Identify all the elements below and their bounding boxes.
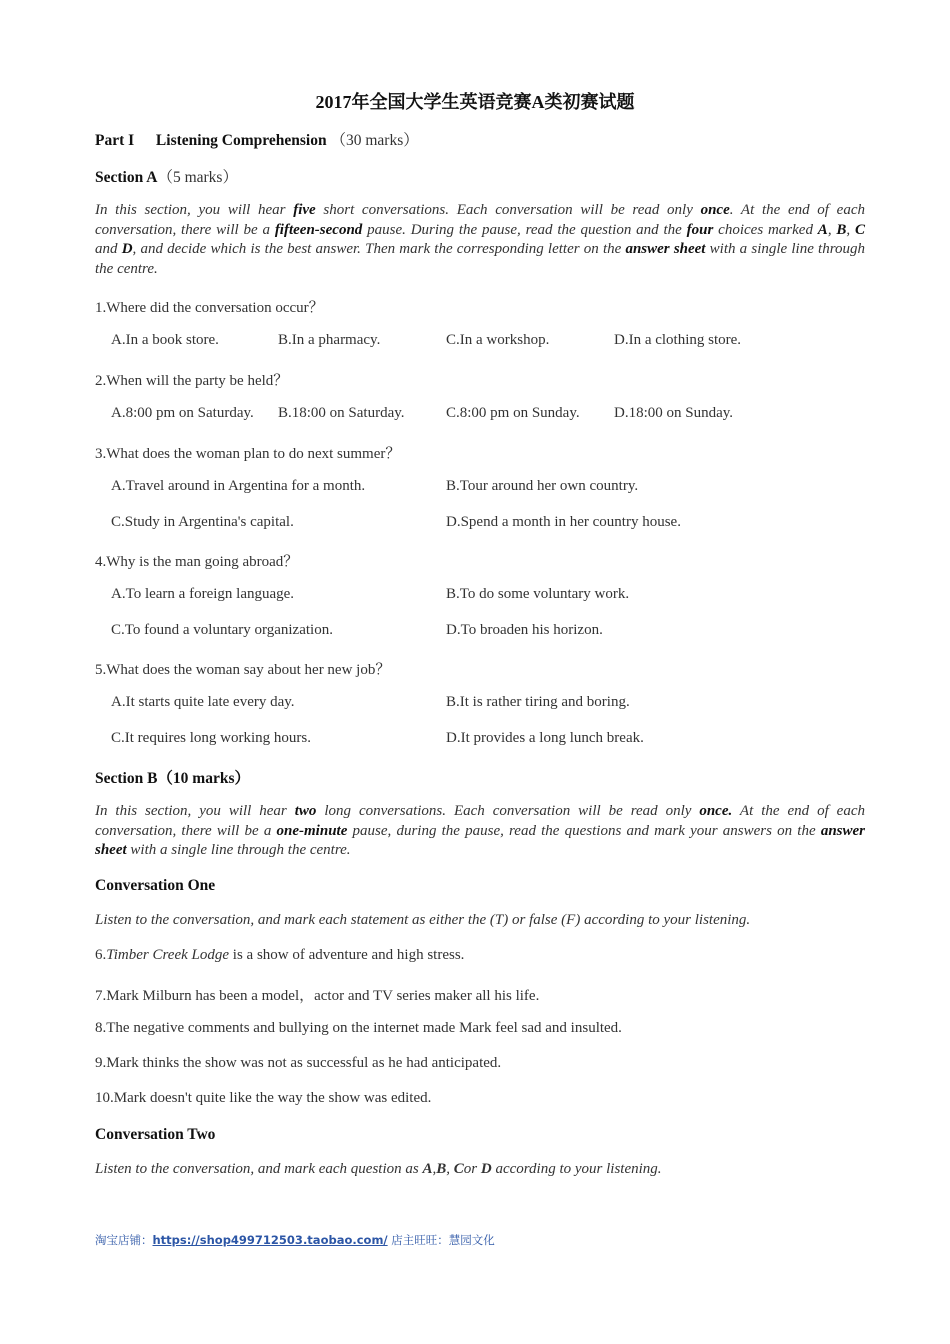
part-name: Listening Comprehension xyxy=(155,132,327,149)
conversation-one-heading: Conversation One xyxy=(95,877,216,894)
statement-6: 6.Timber Creek Lodge is a show of adventure and high stress. xyxy=(95,947,465,963)
q2-option-b[interactable]: B.18:00 on Saturday. xyxy=(278,405,405,421)
part-label: Part I xyxy=(95,132,135,149)
question-2: 2.When will the party be held？ xyxy=(95,373,289,389)
q1-option-d[interactable]: D.In a clothing store. xyxy=(614,332,742,348)
q5-option-b[interactable]: B.It is rather tiring and boring. xyxy=(446,694,630,710)
footer-suffix: 店主旺旺：慧园文化 xyxy=(387,1233,495,1247)
q2-option-d[interactable]: D.18:00 on Sunday. xyxy=(614,405,734,421)
q1-option-b[interactable]: B.In a pharmacy. xyxy=(278,332,381,348)
question-5: 5.What does the woman say about her new job？ xyxy=(95,662,391,678)
shop-link[interactable]: https://shop499712503.taobao.com/ xyxy=(152,1233,388,1247)
section-b-instructions: In this section, you will hear two long conversations. Each conversation will be read only once. At the end of each conversation, there will be a one-minute pause, during the pause, read the questions and mark your answers on the answer sheet with a single line through the centre. xyxy=(95,803,865,858)
footer-prefix: 淘宝店铺： xyxy=(95,1233,153,1247)
section-a-label: Section A xyxy=(95,169,158,186)
q1-option-c[interactable]: C.In a workshop. xyxy=(446,332,550,348)
section-b-heading: Section B（10 marks） xyxy=(95,770,251,787)
section-a-instructions: In this section, you will hear five short conversations. Each conversation will be read only once. At the end of each conversation, there will be a fifteen-second pause. During the pause, read the question and the four choices marked A, B, C and D, and decide which is the best answer. Then mark the corresponding letter on the answer sheet with a single line through the centre. xyxy=(95,202,865,277)
section-a-marks: （5 marks） xyxy=(157,169,238,186)
question-3: 3.What does the woman plan to do next summer？ xyxy=(95,446,401,462)
section-a-heading xyxy=(95,165,238,187)
conversation-two-instructions: Listen to the conversation, and mark each question as A,B, Cor D according to your listening. xyxy=(95,1161,662,1177)
q3-option-c[interactable]: C.Study in Argentina's capital. xyxy=(111,514,294,530)
q3-option-d[interactable]: D.Spend a month in her country house. xyxy=(446,514,681,530)
statement-9: 9.Mark thinks the show was not as successful as he had anticipated. xyxy=(95,1055,502,1071)
statement-10: 10.Mark doesn't quite like the way the show was edited. xyxy=(95,1090,432,1106)
part-marks: （30 marks） xyxy=(330,132,419,149)
conversation-two-heading: Conversation Two xyxy=(95,1126,216,1143)
question-4: 4.Why is the man going abroad？ xyxy=(95,554,299,570)
q1-option-a[interactable]: A.In a book store. xyxy=(111,332,219,348)
q5-option-a[interactable]: A.It starts quite late every day. xyxy=(111,694,295,710)
q4-option-d[interactable]: D.To broaden his horizon. xyxy=(446,622,603,638)
page-title: 2017年全国大学生英语竞赛A类初赛试题 xyxy=(315,92,635,112)
q4-option-b[interactable]: B.To do some voluntary work. xyxy=(446,586,630,602)
q5-option-d[interactable]: D.It provides a long lunch break. xyxy=(446,730,644,746)
page-footer xyxy=(95,1232,495,1248)
q3-option-a[interactable]: A.Travel around in Argentina for a month. xyxy=(111,478,366,494)
question-1: 1.Where did the conversation occur？ xyxy=(95,300,324,316)
statement-7: 7.Mark Milburn has been a model，actor and TV series maker all his life. xyxy=(95,988,540,1004)
conversation-one-instructions: Listen to the conversation, and mark each statement as either the (T) or false (F) according to your listening. xyxy=(95,912,751,928)
part-heading xyxy=(95,128,419,150)
statement-8: 8.The negative comments and bullying on the internet made Mark feel sad and insulted. xyxy=(95,1020,622,1036)
q4-option-a[interactable]: A.To learn a foreign language. xyxy=(111,586,295,602)
q3-option-b[interactable]: B.Tour around her own country. xyxy=(446,478,639,494)
q2-option-a[interactable]: A.8:00 pm on Saturday. xyxy=(111,405,254,421)
q4-option-c[interactable]: C.To found a voluntary organization. xyxy=(111,622,333,638)
q2-option-c[interactable]: C.8:00 pm on Sunday. xyxy=(446,405,580,421)
q5-option-c[interactable]: C.It requires long working hours. xyxy=(111,730,311,746)
